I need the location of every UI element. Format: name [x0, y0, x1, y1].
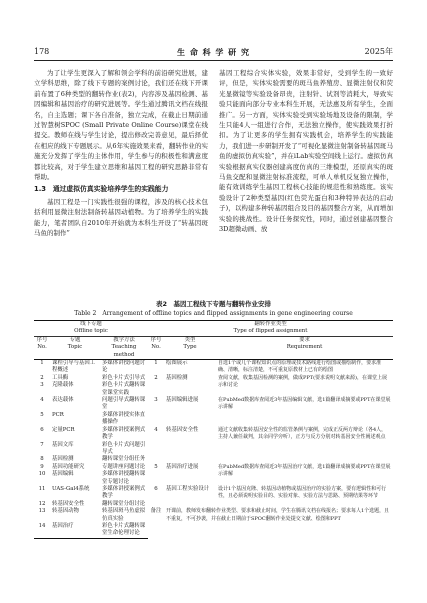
cell-topic: 转基因安全性: [52, 500, 85, 507]
cell-flipped-type: 基因治疗进展: [166, 463, 199, 470]
cell-topic: 转基因动物: [52, 508, 79, 515]
cell-flipped-seq: 4: [154, 426, 158, 433]
cell-method: 转基因斑马鱼虚拟仿真实验: [102, 508, 146, 522]
cell-topic: PCR: [52, 411, 64, 418]
col-header-type: 类型 Type: [164, 336, 216, 359]
cell-method: 问题引导式翻转课堂: [102, 397, 146, 411]
cell-seq: 3: [40, 382, 44, 389]
cell-method: 多媒体讲授案例式教学: [102, 426, 146, 441]
group-header-offline: 线下专题 Offline topic: [34, 321, 148, 337]
cell-seq: 1: [40, 360, 44, 367]
cell-seq: 10: [38, 471, 46, 478]
cell-flipped-seq: 2: [154, 374, 158, 381]
cell-topic: 基因文库: [52, 441, 74, 448]
cell-seq: 4: [40, 397, 44, 404]
cell-topic: 表达载体: [52, 397, 74, 404]
table-row: [34, 375, 393, 382]
cell-seq: 8: [40, 456, 44, 463]
cell-method: 翻转课堂分组任务: [102, 456, 146, 463]
cell-seq: 7: [40, 441, 44, 448]
col-header-topic: 专题 Topic: [50, 336, 100, 359]
table-row: [34, 508, 393, 523]
cell-flipped-seq: 3: [154, 397, 158, 404]
group-header-flipped: 翻转作业类型 Type of flipped assignment: [148, 321, 393, 337]
col-header-requirement: 要求 Requirement: [216, 336, 393, 359]
cell-flipped-seq: 5: [154, 463, 158, 470]
cell-method: 专题讲座问题讨论: [102, 463, 146, 470]
col-header-method: 教学方法 Teaching method: [100, 336, 148, 359]
cell-seq: 2: [40, 374, 44, 381]
cell-method: 翻转课堂分组讨论: [102, 500, 146, 507]
table-2: [34, 300, 393, 539]
cell-topic: 基因编辑: [52, 471, 74, 478]
cell-flipped-type: 基因编辑进展: [166, 397, 199, 404]
cell-topic: 基因检测: [52, 456, 74, 463]
cell-seq: 13: [38, 508, 46, 515]
cell-requirement: 自选1个或几个课程知识点的原理或技术路线进行绘图或描绘制作，要求准确、清晰，标注清楚，不可重复原教材上已有的绘图: [218, 360, 382, 374]
table-row: [34, 360, 393, 375]
cell-requirement: 在PubMed数据库查阅近3年基因编辑文献，选1篇翻译成摘要或PPT在课堂展示讲解: [218, 397, 391, 411]
cell-method: 多媒体讲授实体直播操作: [102, 411, 146, 426]
page-header: [34, 46, 393, 61]
body-paragraph: 基因工程综合实体实验，效果非常好，受到学生的一致好评，但是，实体实验需要的斑马鱼养殖房、显微注射仪和荧光显微镜等实验设备昂贵，注射针、试剂等消耗大，导致实验只能面向部分专业本科生开展，无法惠及所有学生，全面推广。另一方面，实体实验受到实验场地及设备的限制，学生只能4人一组进行合作，无法独立操作，使实践效果打折扣。为了让更多的学生拥有实践机会，培养学生的实践能力，我们进一步研制开发了“可视化显微注射制备转基因斑马鱼的虚拟仿真实验”，并在iLab实验空间线上运行。虚拟仿真实验根据真实仪器创建高度仿真的三维模型，还原真实的斑马鱼交配和显微注射标准流程，可单人单机反复独立操作，能有效训练学生基因工程核心技能的规范性和熟练度。该实验设计了2种类型基因(红色荧光蛋白和3种特异表达的启动子)，以构建多种转基因组合及目的基因整合方案，从而增加实验的挑战性。设计任务探究性，同时，通过创建基因整合3D超微动画、放: [219, 69, 393, 234]
cell-topic: 基因功能研究: [52, 463, 85, 470]
cell-method: 彩色卡片式问题引导式: [102, 441, 146, 455]
table-caption-en: Table 2 Arrangement of offline topics and flipped assignments in gene engineering course: [74, 310, 353, 317]
table-row: [34, 464, 393, 471]
journal-name: 生 命 科 学 研 究: [177, 47, 250, 57]
cell-flipped-seq: 1: [154, 360, 158, 367]
body-paragraph: 基因工程是一门实践性很强的课程，涉及的核心技术包括利用显微注射法制备转基因动植物。为了培养学生的实践能力，笔者团队自2010年开始就为本科生开设了“转基因斑马鱼的制作”: [34, 197, 208, 238]
cell-topic: 定量PCR: [52, 426, 75, 433]
table-row: [34, 427, 393, 442]
col-header-fseq: 序号 No.: [148, 336, 164, 359]
note-label: 备注: [150, 508, 162, 515]
cell-method: 彩色卡片式翻转课堂课堂实践: [102, 382, 146, 396]
note-text: 开课前，教师发布翻转作业类型、要求和截止时间，学生在腾讯文档在线报名；要求每人1个选题，且不重复，不可抄袭，并在截止日期前于SPOC翻转作业处提交文献、绘图和PPT: [166, 508, 390, 522]
cell-topic: UAS-Gal4系统: [52, 485, 90, 492]
cell-flipped-type: 基因工程实验设计: [166, 485, 210, 492]
cell-method: 多媒体讲授案例式教学: [102, 485, 146, 500]
right-column: [219, 68, 393, 235]
cell-requirement: 查阅文献，收集基因检测的案例，做成PPT(要求说明文献来源)，在课堂上展示和讨论: [218, 374, 387, 389]
cell-method: 多媒体讲授翻转课堂专题讨论: [102, 471, 146, 485]
cell-method: 彩色卡片式翻转课堂生命伦理讨论: [100, 523, 148, 538]
cell-requirement: 在PubMed数据库查阅近3年基因治疗文献，选1篇翻译成摘要或PPT在课堂展示讲解: [218, 463, 391, 478]
cell-method: 彩色卡片式引导式: [102, 374, 146, 381]
col-header-seq: 序号 No.: [34, 336, 50, 359]
cell-topic: 基因治疗: [50, 523, 100, 538]
cell-flipped-seq: 6: [154, 485, 158, 492]
arrangement-table: [34, 320, 393, 539]
cell-topic: 工具酶: [52, 374, 69, 381]
cell-seq: 11: [38, 485, 46, 492]
cell-flipped-type: 转基因安全性: [166, 426, 199, 433]
issue-year: 2025年: [364, 47, 393, 56]
cell-seq: 9: [40, 463, 44, 470]
cell-topic: 克隆载体: [52, 382, 74, 389]
body-paragraph: 为了让学生更深入了解和领会学科的前沿研究进展，建立学科思维，除了线下专题的案例讨论，我们还在线下开课前布置了6种类型的翻转作业(表2)，内容涉及基因检测、基因编辑和基因治疗的研究进展等。学生通过腾讯文档在线报名，自主选题；课下各自准备，独立完成，在截止日期前通过智慧树SPOC (Small Private Online Course)课堂在线提交。教师在线与学生讨论，提出修改完善意见，最后择优在相应的线下专题展示。从6年实施效果来看，翻转作业的实施充分发挥了学生的主体作用，学生参与的积极性和满意度都比较高，对于学生建立思维和基因工程的研究思路非常有帮助。: [34, 69, 208, 182]
table-row: [34, 486, 393, 501]
table-body: [34, 360, 393, 539]
cell-requirement: 设计1个基因克隆、转基因动植物或基因治疗的实验方案，要有逻辑性和可行性，且必须说明实验目的、实验对象、实验方法与思路、预期结果等环节: [218, 485, 387, 500]
cell-seq: 14: [34, 523, 50, 538]
cell-seq: 5: [40, 411, 44, 418]
cell-method: 多媒体讲授问题讨论: [102, 360, 146, 374]
cell-topic: 课程引导与基因工程概述: [52, 360, 96, 374]
cell-seq: 12: [38, 500, 46, 507]
cell-requirement: 通过文献收集转基因安全性的监管条例与案例，完成正反两方辩论（各4人，主持人兼任裁判，其余同学旁听），正方与反方分别对转基因安全性阐述观点: [218, 426, 387, 441]
section-heading: 1.3 通过虚拟仿真实验培养学生的实践能力: [34, 185, 169, 194]
cell-seq: 6: [40, 426, 44, 433]
left-column: [34, 68, 208, 239]
table-row: [34, 397, 393, 412]
table-caption-cn: 表2 基因工程线下专题与翻转作业安排: [155, 300, 272, 308]
page-number: 178: [34, 47, 50, 56]
cell-flipped-type: 绘图展示: [166, 360, 188, 367]
cell-flipped-type: 基因检测: [166, 374, 188, 381]
